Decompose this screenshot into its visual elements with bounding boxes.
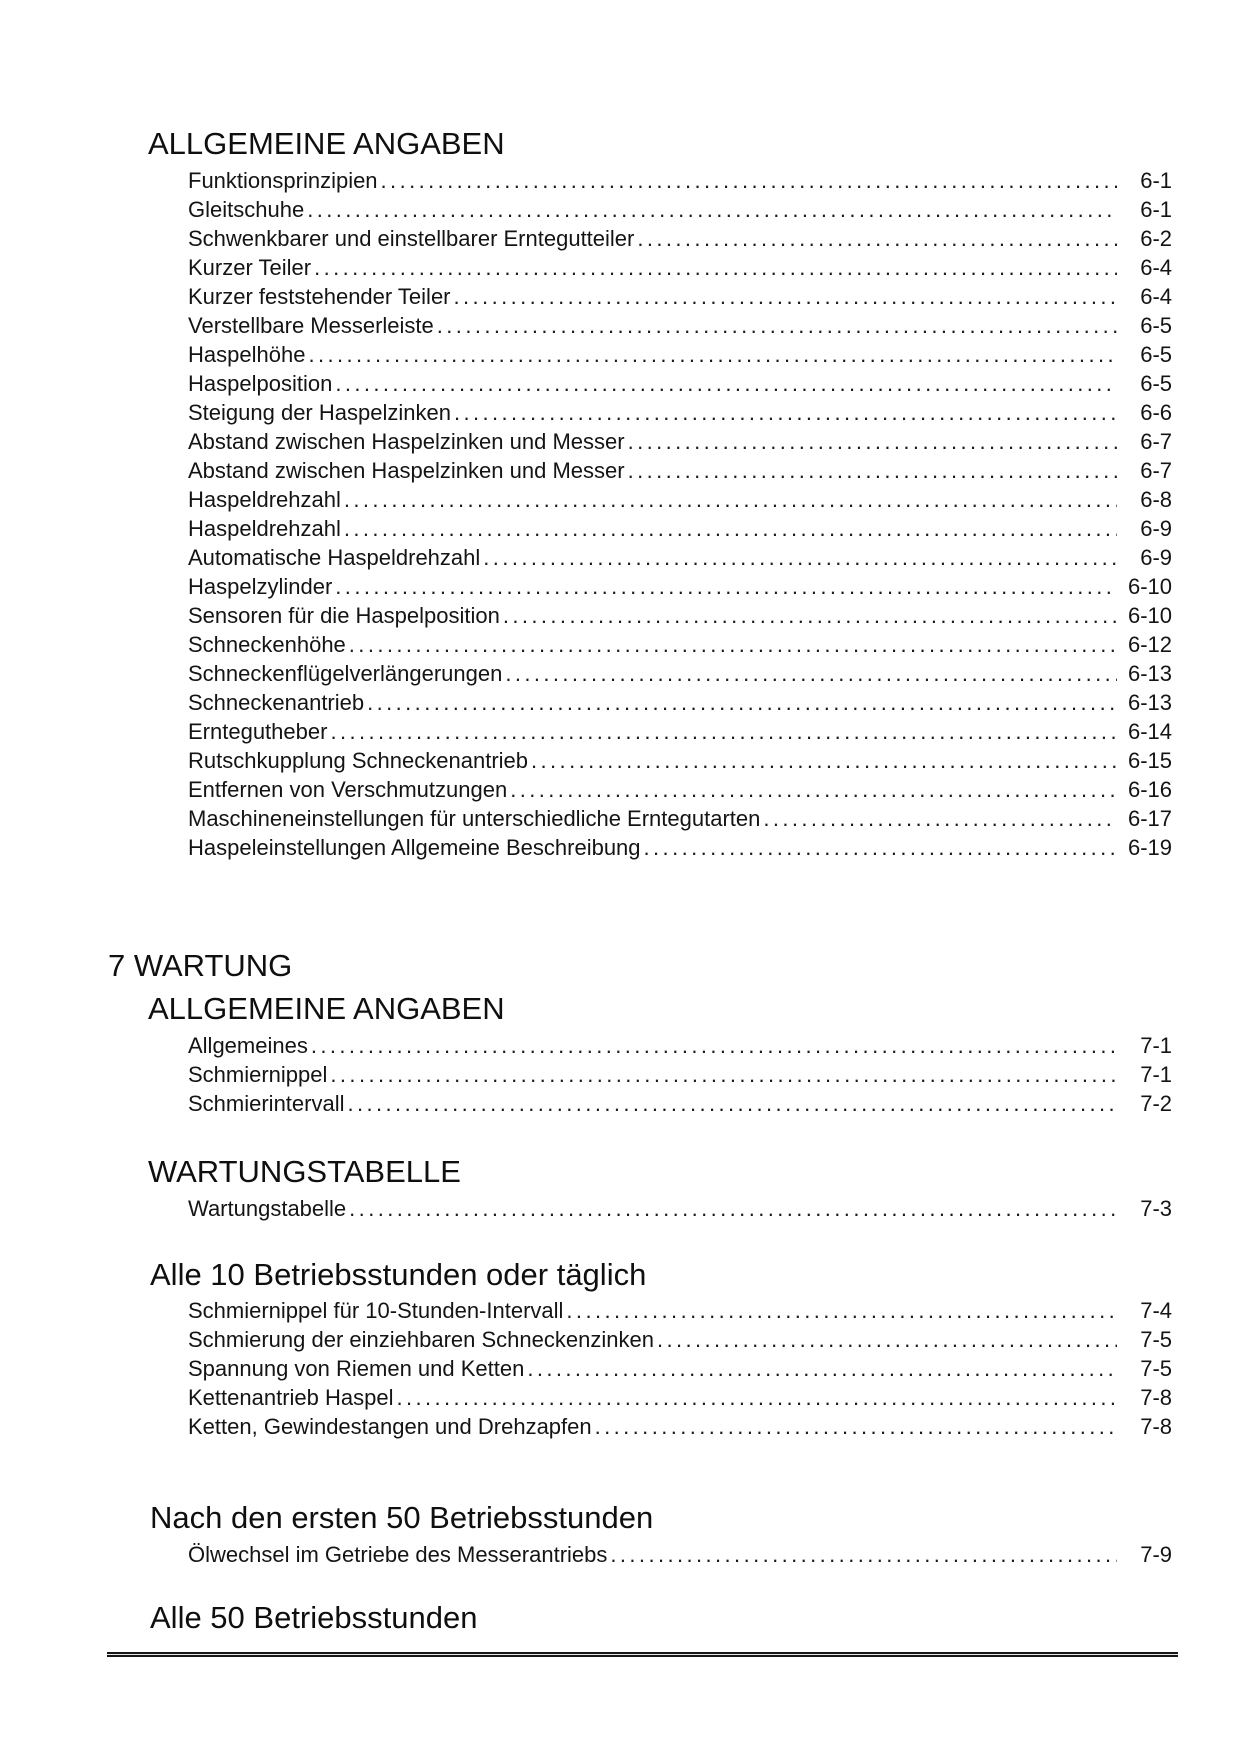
entry-title: Haspelposition <box>188 370 333 396</box>
page-number: 6-17 <box>1127 805 1172 831</box>
page-number: 6-12 <box>1127 631 1172 657</box>
entry-list <box>188 166 1172 862</box>
page-number: 6-7 <box>1140 457 1172 483</box>
entry-title: Kettenantrieb Haspel <box>188 1385 394 1411</box>
toc-entry <box>188 746 1172 775</box>
toc-entry <box>188 1031 1172 1060</box>
toc-entry <box>188 804 1172 833</box>
section-heading: Alle 50 Betriebsstunden <box>150 1599 478 1635</box>
toc-entry <box>188 659 1172 688</box>
page-number: 6-13 <box>1127 660 1172 686</box>
toc-entry <box>188 1089 1172 1118</box>
toc-entry <box>188 601 1172 630</box>
page-number: 7-1 <box>1140 1032 1172 1058</box>
toc-section <box>0 948 1241 984</box>
page-number: 7-8 <box>1140 1385 1172 1411</box>
toc-entry <box>188 427 1172 456</box>
section-heading: ALLGEMEINE ANGABEN <box>148 126 505 161</box>
toc-entry <box>188 775 1172 804</box>
dotted-leader <box>483 543 1117 572</box>
toc-entry <box>188 688 1172 717</box>
entry-title: Entfernen von Verschmutzungen <box>188 776 508 802</box>
entry-title: Gleitschuhe <box>188 196 305 222</box>
entry-title: Ölwechsel im Getriebe des Messerantriebs <box>188 1541 608 1567</box>
dotted-leader <box>628 427 1117 456</box>
section-heading: WARTUNGSTABELLE <box>148 1153 461 1189</box>
page-number: 7-3 <box>1140 1195 1172 1221</box>
entry-title: Steigung der Haspelzinken <box>188 399 451 425</box>
entry-title: Abstand zwischen Haspelzinken und Messer <box>188 457 625 483</box>
dotted-leader <box>454 282 1117 311</box>
dotted-leader <box>566 1296 1117 1325</box>
page-number: 6-16 <box>1127 776 1172 802</box>
page-number: 7-5 <box>1140 1327 1172 1353</box>
toc-entry <box>188 1540 1172 1569</box>
page-number: 6-19 <box>1127 834 1172 860</box>
toc-entry <box>188 1325 1172 1354</box>
entry-list <box>188 1031 1172 1118</box>
page-number: 7-2 <box>1140 1090 1172 1116</box>
page-number: 7-4 <box>1140 1298 1172 1324</box>
dotted-leader <box>628 456 1117 485</box>
page-number: 6-4 <box>1140 283 1172 309</box>
dotted-leader <box>307 195 1117 224</box>
dotted-leader <box>311 1031 1117 1060</box>
dotted-leader <box>510 775 1117 804</box>
entry-title: Sensoren für die Haspelposition <box>188 602 500 628</box>
dotted-leader <box>657 1325 1117 1354</box>
toc-entry <box>188 514 1172 543</box>
dotted-leader <box>505 659 1117 688</box>
section-heading: ALLGEMEINE ANGABEN <box>148 991 505 1027</box>
entry-title: Schneckenhöhe <box>188 631 346 657</box>
toc-section <box>0 1500 1241 1569</box>
toc-section <box>0 1600 1241 1636</box>
page-number: 6-1 <box>1140 167 1172 193</box>
page-number: 6-5 <box>1140 341 1172 367</box>
page-number: 6-6 <box>1140 399 1172 425</box>
dotted-leader <box>335 572 1117 601</box>
dotted-leader <box>454 398 1117 427</box>
page-number: 6-10 <box>1127 602 1172 628</box>
toc-entry <box>188 398 1172 427</box>
entry-title: Haspelzylinder <box>188 573 333 599</box>
entry-title: Rutschkupplung Schneckenantrieb <box>188 747 529 773</box>
page-number: 6-13 <box>1127 689 1172 715</box>
dotted-leader <box>396 1383 1117 1412</box>
dotted-leader <box>308 340 1117 369</box>
dotted-leader <box>344 514 1117 543</box>
entry-title: Spannung von Riemen und Ketten <box>188 1356 525 1382</box>
toc-section <box>0 991 1241 1118</box>
dotted-leader <box>644 833 1117 862</box>
section-heading: Nach den ersten 50 Betriebsstunden <box>150 1500 654 1536</box>
toc-entry <box>188 195 1172 224</box>
dotted-leader <box>349 1194 1117 1223</box>
page-number: 6-4 <box>1140 254 1172 280</box>
footer-rule <box>107 1652 1178 1657</box>
dotted-leader <box>503 601 1117 630</box>
entry-title: Haspeldrehzahl <box>188 486 341 512</box>
toc-section <box>0 1154 1241 1223</box>
dotted-leader <box>437 311 1117 340</box>
page-number: 7-1 <box>1140 1061 1172 1087</box>
entry-title: Erntegutheber <box>188 718 328 744</box>
dotted-leader <box>330 717 1117 746</box>
page-number: 6-9 <box>1140 544 1172 570</box>
dotted-leader <box>349 630 1117 659</box>
toc-entry <box>188 833 1172 862</box>
entry-list <box>188 1194 1172 1223</box>
toc-entry <box>188 166 1172 195</box>
entry-title: Ketten, Gewindestangen und Drehzapfen <box>188 1414 592 1440</box>
dotted-leader <box>330 1060 1117 1089</box>
toc-entry <box>188 572 1172 601</box>
dotted-leader <box>335 369 1117 398</box>
entry-title: Schmierung der einziehbaren Schneckenzinken <box>188 1327 654 1353</box>
dotted-leader <box>531 746 1117 775</box>
dotted-leader <box>637 224 1117 253</box>
entry-title: Haspelhöhe <box>188 341 306 367</box>
page-number: 7-9 <box>1140 1541 1172 1567</box>
toc-entry <box>188 340 1172 369</box>
toc-entry <box>188 485 1172 514</box>
entry-title: Allgemeines <box>188 1032 308 1058</box>
toc-entry <box>188 311 1172 340</box>
page-number: 7-8 <box>1140 1414 1172 1440</box>
entry-title: Wartungstabelle <box>188 1195 347 1221</box>
dotted-leader <box>314 253 1117 282</box>
toc-entry <box>188 282 1172 311</box>
entry-title: Maschineneinstellungen für unterschiedliche Erntegutarten <box>188 805 761 831</box>
toc-entry <box>188 630 1172 659</box>
dotted-leader <box>595 1412 1117 1441</box>
chapter-heading: 7 WARTUNG <box>108 947 293 983</box>
dotted-leader <box>344 485 1117 514</box>
toc-entry <box>188 717 1172 746</box>
entry-list <box>188 1296 1172 1441</box>
page-number: 6-10 <box>1127 573 1172 599</box>
page-number: 7-5 <box>1140 1356 1172 1382</box>
entry-title: Kurzer feststehender Teiler <box>188 283 451 309</box>
toc-entry <box>188 543 1172 572</box>
page-number: 6-7 <box>1140 428 1172 454</box>
dotted-leader <box>610 1540 1117 1569</box>
toc-entry <box>188 1060 1172 1089</box>
dotted-leader <box>367 688 1117 717</box>
entry-title: Funktionsprinzipien <box>188 167 378 193</box>
entry-title: Schneckenantrieb <box>188 689 365 715</box>
entry-list <box>188 1540 1172 1569</box>
entry-title: Schneckenflügelverlängerungen <box>188 660 503 686</box>
page-number: 6-5 <box>1140 370 1172 396</box>
entry-title: Automatische Haspeldrehzahl <box>188 544 481 570</box>
toc-section <box>0 126 1241 862</box>
toc-entry <box>188 253 1172 282</box>
section-heading: Alle 10 Betriebsstunden oder täglich <box>150 1256 647 1292</box>
entry-title: Abstand zwischen Haspelzinken und Messer <box>188 428 625 454</box>
entry-title: Kurzer Teiler <box>188 254 312 280</box>
dotted-leader <box>381 166 1117 195</box>
toc-entry <box>188 1412 1172 1441</box>
dotted-leader <box>763 804 1117 833</box>
dotted-leader <box>527 1354 1117 1383</box>
toc-entry <box>188 224 1172 253</box>
toc-entry <box>188 369 1172 398</box>
page-number: 6-2 <box>1140 225 1172 251</box>
toc-entry <box>188 1194 1172 1223</box>
page-number: 6-9 <box>1140 515 1172 541</box>
page-number: 6-8 <box>1140 486 1172 512</box>
toc-section <box>0 1257 1241 1442</box>
page-number: 6-1 <box>1140 196 1172 222</box>
entry-title: Schwenkbarer und einstellbarer Erntegutteiler <box>188 225 635 251</box>
toc-entry <box>188 1354 1172 1383</box>
page-number: 6-14 <box>1127 718 1172 744</box>
entry-title: Schmiernippel für 10-Stunden-Intervall <box>188 1298 564 1324</box>
entry-title: Verstellbare Messerleiste <box>188 312 434 338</box>
entry-title: Schmiernippel <box>188 1061 328 1087</box>
entry-title: Schmierintervall <box>188 1090 345 1116</box>
page-number: 6-15 <box>1127 747 1172 773</box>
dotted-leader <box>348 1089 1118 1118</box>
toc-entry <box>188 1296 1172 1325</box>
entry-title: Haspeldrehzahl <box>188 515 341 541</box>
page-number: 6-5 <box>1140 312 1172 338</box>
entry-title: Haspeleinstellungen Allgemeine Beschreibung <box>188 834 641 860</box>
toc-entry <box>188 1383 1172 1412</box>
toc-entry <box>188 456 1172 485</box>
